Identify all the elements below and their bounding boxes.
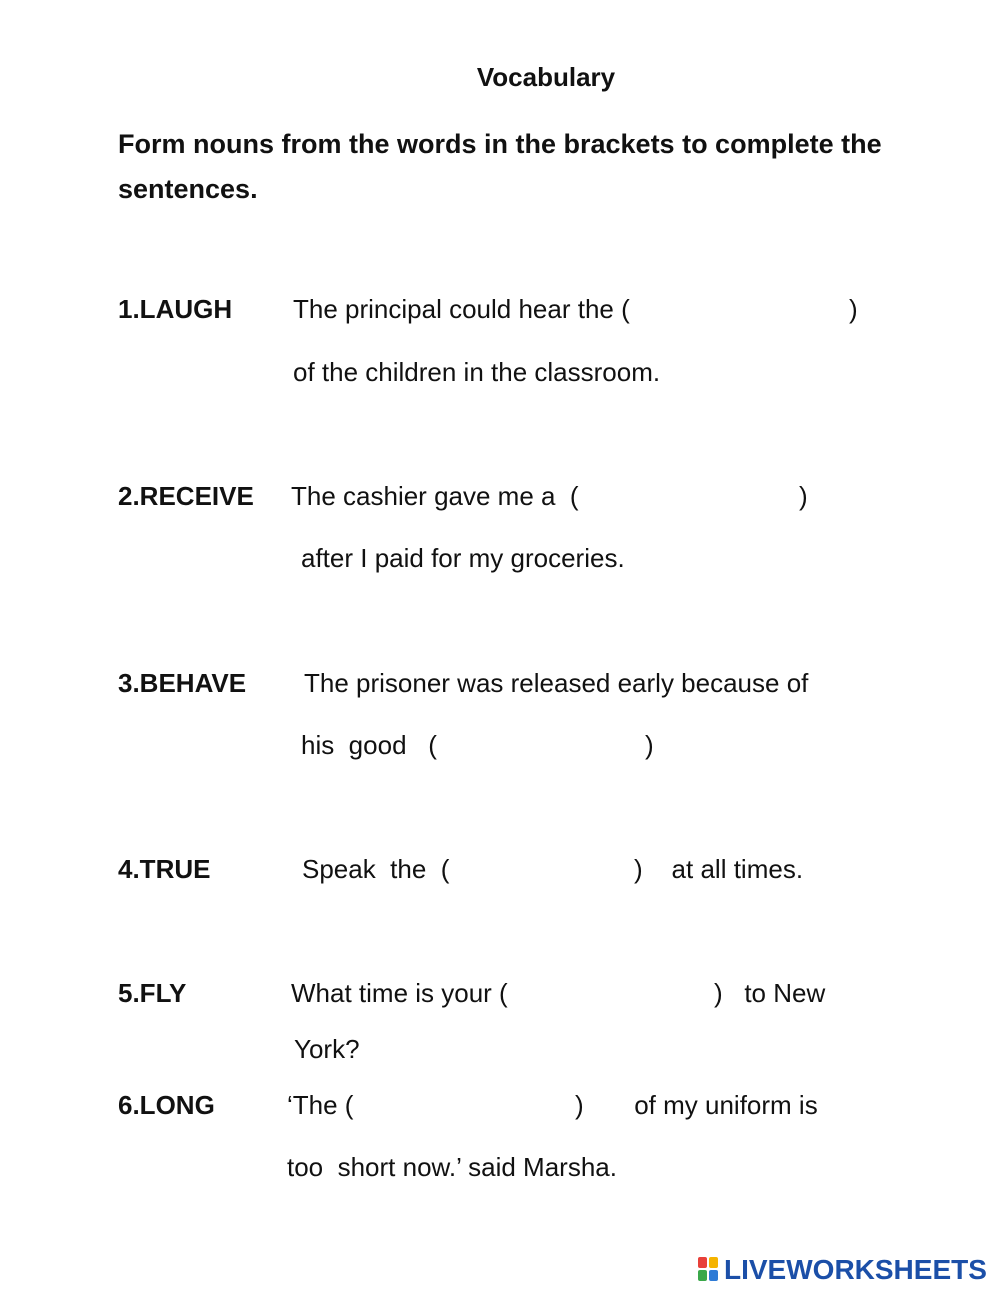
sentence-part: his good ( [301, 730, 437, 760]
sentence-part: of the children in the classroom. [293, 357, 661, 387]
liveworksheets-logo [698, 1253, 987, 1287]
sentence-part: too short now.’ said Marsha. [287, 1152, 617, 1182]
sentence-part: Speak the ( [302, 854, 450, 884]
sentence-part: The prisoner was released early because of [304, 668, 809, 698]
sentence-part: ) [849, 294, 858, 324]
answer-input[interactable] [548, 977, 716, 1011]
logo-text: LIVEWORKSHEETS [724, 1254, 987, 1285]
sentence-part: ) at all times. [634, 854, 804, 884]
question-word: 2.RECEIVE [118, 481, 254, 511]
sentence-part: ) of my uniform is [575, 1090, 818, 1120]
instructions: Form nouns from the words in the brackets to complete the sentences. [118, 129, 882, 204]
answer-input[interactable] [612, 480, 802, 514]
sentence-part: ‘The ( [287, 1090, 354, 1120]
question-word: 6.LONG [118, 1090, 215, 1120]
sentence-part: ) to New [714, 978, 826, 1008]
question-word: 3.BEHAVE [118, 668, 247, 698]
answer-input[interactable] [455, 729, 645, 763]
sentence-part: ) [645, 730, 654, 760]
sentence-part: The cashier gave me a ( [291, 481, 579, 511]
answer-input[interactable] [684, 293, 852, 327]
question-word: 4.TRUE [118, 854, 211, 884]
sentence-part: ) [799, 481, 808, 511]
sentence-part: York? [294, 1034, 360, 1064]
sentence-part: What time is your ( [291, 978, 508, 1008]
question-word: 1.LAUGH [118, 294, 233, 324]
sentence-part: after I paid for my groceries. [301, 543, 625, 573]
answer-input[interactable] [467, 853, 635, 887]
liveworksheets-logo-icon [698, 1257, 720, 1283]
page-title: Vocabulary [476, 62, 616, 92]
answer-input[interactable] [366, 1089, 574, 1123]
question-word: 5.FLY [118, 978, 187, 1008]
sentence-part: The principal could hear the ( [293, 294, 630, 324]
